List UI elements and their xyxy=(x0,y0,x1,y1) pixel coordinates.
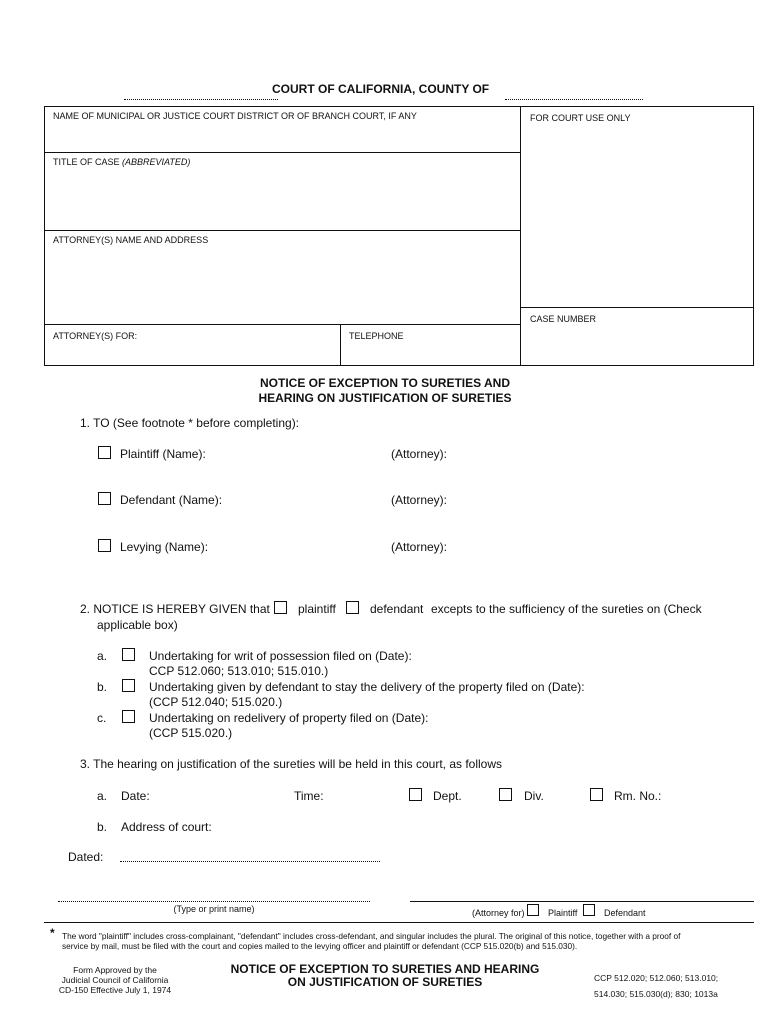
notice-plaintiff-checkbox[interactable] xyxy=(274,601,287,614)
typed-name-field[interactable] xyxy=(58,901,370,902)
section3-b-letter: b. xyxy=(97,820,108,834)
dated-field[interactable] xyxy=(120,861,380,862)
telephone-label: TELEPHONE xyxy=(349,331,404,341)
court-use-label: FOR COURT USE ONLY xyxy=(530,113,631,123)
item-c-checkbox[interactable] xyxy=(122,710,135,723)
form-approved xyxy=(40,965,190,995)
section2-tail: excepts to the sufficiency of the sureties on (Check xyxy=(431,602,702,616)
county-dotted-line-right xyxy=(505,99,643,100)
sig-defendant-label: Defendant xyxy=(604,908,646,918)
item-c-line2: (CCP 515.020.) xyxy=(149,726,233,740)
item-c-letter: c. xyxy=(97,711,107,725)
item-c-line1: Undertaking on redelivery of property filed on (Date): xyxy=(149,711,429,725)
type-name-caption: (Type or print name) xyxy=(173,904,255,914)
footnote-line2: service by mail, must be filed with the court and copies mailed to the levying officer and plaintiff or defendant (CCP 515.020(b) and 515.030). xyxy=(62,941,578,951)
dept-label: Dept. xyxy=(433,789,462,803)
footer-title-line1: NOTICE OF EXCEPTION TO SURETIES AND HEARING xyxy=(230,962,540,976)
item-b-letter: b. xyxy=(97,680,108,694)
notice-plaintiff-label: plaintiff xyxy=(298,602,336,616)
plaintiff-attorney-label: (Attorney): xyxy=(391,447,448,461)
attorney-name-label: ATTORNEY(S) NAME AND ADDRESS xyxy=(53,235,209,245)
footnote-star: * xyxy=(50,926,55,940)
section3-a-letter: a. xyxy=(97,789,108,803)
hearing-time-label: Time: xyxy=(294,789,324,803)
footer-codes-line2: 514.030; 515.030(d); 830; 1013a xyxy=(594,989,718,999)
approved-line2: Judicial Council of California xyxy=(61,975,169,985)
sig-plaintiff-checkbox[interactable] xyxy=(527,904,539,916)
dept-checkbox[interactable] xyxy=(409,788,422,801)
section1-heading: 1. TO (See footnote * before completing): xyxy=(80,416,300,430)
county-dotted-line-left xyxy=(124,99,278,100)
case-number-label: CASE NUMBER xyxy=(530,314,597,324)
defendant-checkbox[interactable] xyxy=(98,492,111,505)
section2-lead: 2. NOTICE IS HEREBY GIVEN that xyxy=(80,602,270,616)
rm-label: Rm. No.: xyxy=(614,789,662,803)
footer-codes-line1: CCP 512.020; 512.060; 513.010; xyxy=(594,973,719,983)
approved-line1: Form Approved by the xyxy=(73,965,157,975)
attorney-name-field[interactable] xyxy=(53,250,513,320)
levying-checkbox[interactable] xyxy=(98,539,111,552)
attorney-for-caption: (Attorney for) xyxy=(472,908,525,918)
plaintiff-name-label: Plaintiff (Name): xyxy=(120,447,206,461)
notice-defendant-label: defendant xyxy=(370,602,424,616)
item-a-line2: CCP 512.060; 513.010; 515.010.) xyxy=(149,664,329,678)
section2-tail2: applicable box) xyxy=(97,618,178,632)
court-name-label: NAME OF MUNICIPAL OR JUSTICE COURT DISTRICT OR OF BRANCH COURT, IF ANY xyxy=(53,111,417,121)
footer-title-line2: ON JUSTIFICATION OF SURETIES xyxy=(287,975,483,989)
notice-title-line1: NOTICE OF EXCEPTION TO SURETIES AND xyxy=(259,376,511,390)
title-of-case-label: TITLE OF CASE (ABBREVIATED) xyxy=(53,157,191,167)
title-of-case-field[interactable] xyxy=(53,172,513,226)
sig-plaintiff-label: Plaintiff xyxy=(548,908,578,918)
item-b-line2: (CCP 512.040; 515.020.) xyxy=(149,695,283,709)
section3-heading: 3. The hearing on justification of the sureties will be held in this court, as follows xyxy=(80,757,503,771)
hearing-date-label: Date: xyxy=(121,789,150,803)
signature-line[interactable] xyxy=(410,901,754,902)
item-a-checkbox[interactable] xyxy=(122,648,135,661)
sig-defendant-checkbox[interactable] xyxy=(583,904,595,916)
plaintiff-checkbox[interactable] xyxy=(98,446,111,459)
item-b-line1: Undertaking given by defendant to stay the delivery of the property filed on (Date): xyxy=(149,680,585,694)
item-a-letter: a. xyxy=(97,649,108,663)
court-title: COURT OF CALIFORNIA, COUNTY OF xyxy=(272,82,490,96)
dated-label: Dated: xyxy=(68,850,104,864)
approved-line3: CD-150 Effective July 1, 1974 xyxy=(58,985,172,995)
court-name-field[interactable] xyxy=(53,126,513,148)
div-checkbox[interactable] xyxy=(499,788,512,801)
item-b-checkbox[interactable] xyxy=(122,679,135,692)
notice-defendant-checkbox[interactable] xyxy=(346,601,359,614)
levying-attorney-label: (Attorney): xyxy=(391,540,448,554)
defendant-name-label: Defendant (Name): xyxy=(120,493,223,507)
footnote-rule xyxy=(44,922,754,923)
defendant-attorney-label: (Attorney): xyxy=(391,493,448,507)
item-a-line1: Undertaking for writ of possession filed on (Date): xyxy=(149,649,412,663)
case-number-field[interactable] xyxy=(528,328,748,362)
footnote-line1: The word "plaintiff" includes cross-complainant, "defendant" includes cross-defendant, and singular includes the plural. The original of this notice, together with a proof of xyxy=(62,931,681,941)
attorney-for-label: ATTORNEY(S) FOR: xyxy=(53,331,138,341)
notice-title-line2: HEARING ON JUSTIFICATION OF SURETIES xyxy=(258,391,512,405)
levying-name-label: Levying (Name): xyxy=(120,540,209,554)
court-address-label: Address of court: xyxy=(121,820,212,834)
div-label: Div. xyxy=(524,789,544,803)
rm-checkbox[interactable] xyxy=(590,788,603,801)
caption-divider xyxy=(520,106,521,366)
